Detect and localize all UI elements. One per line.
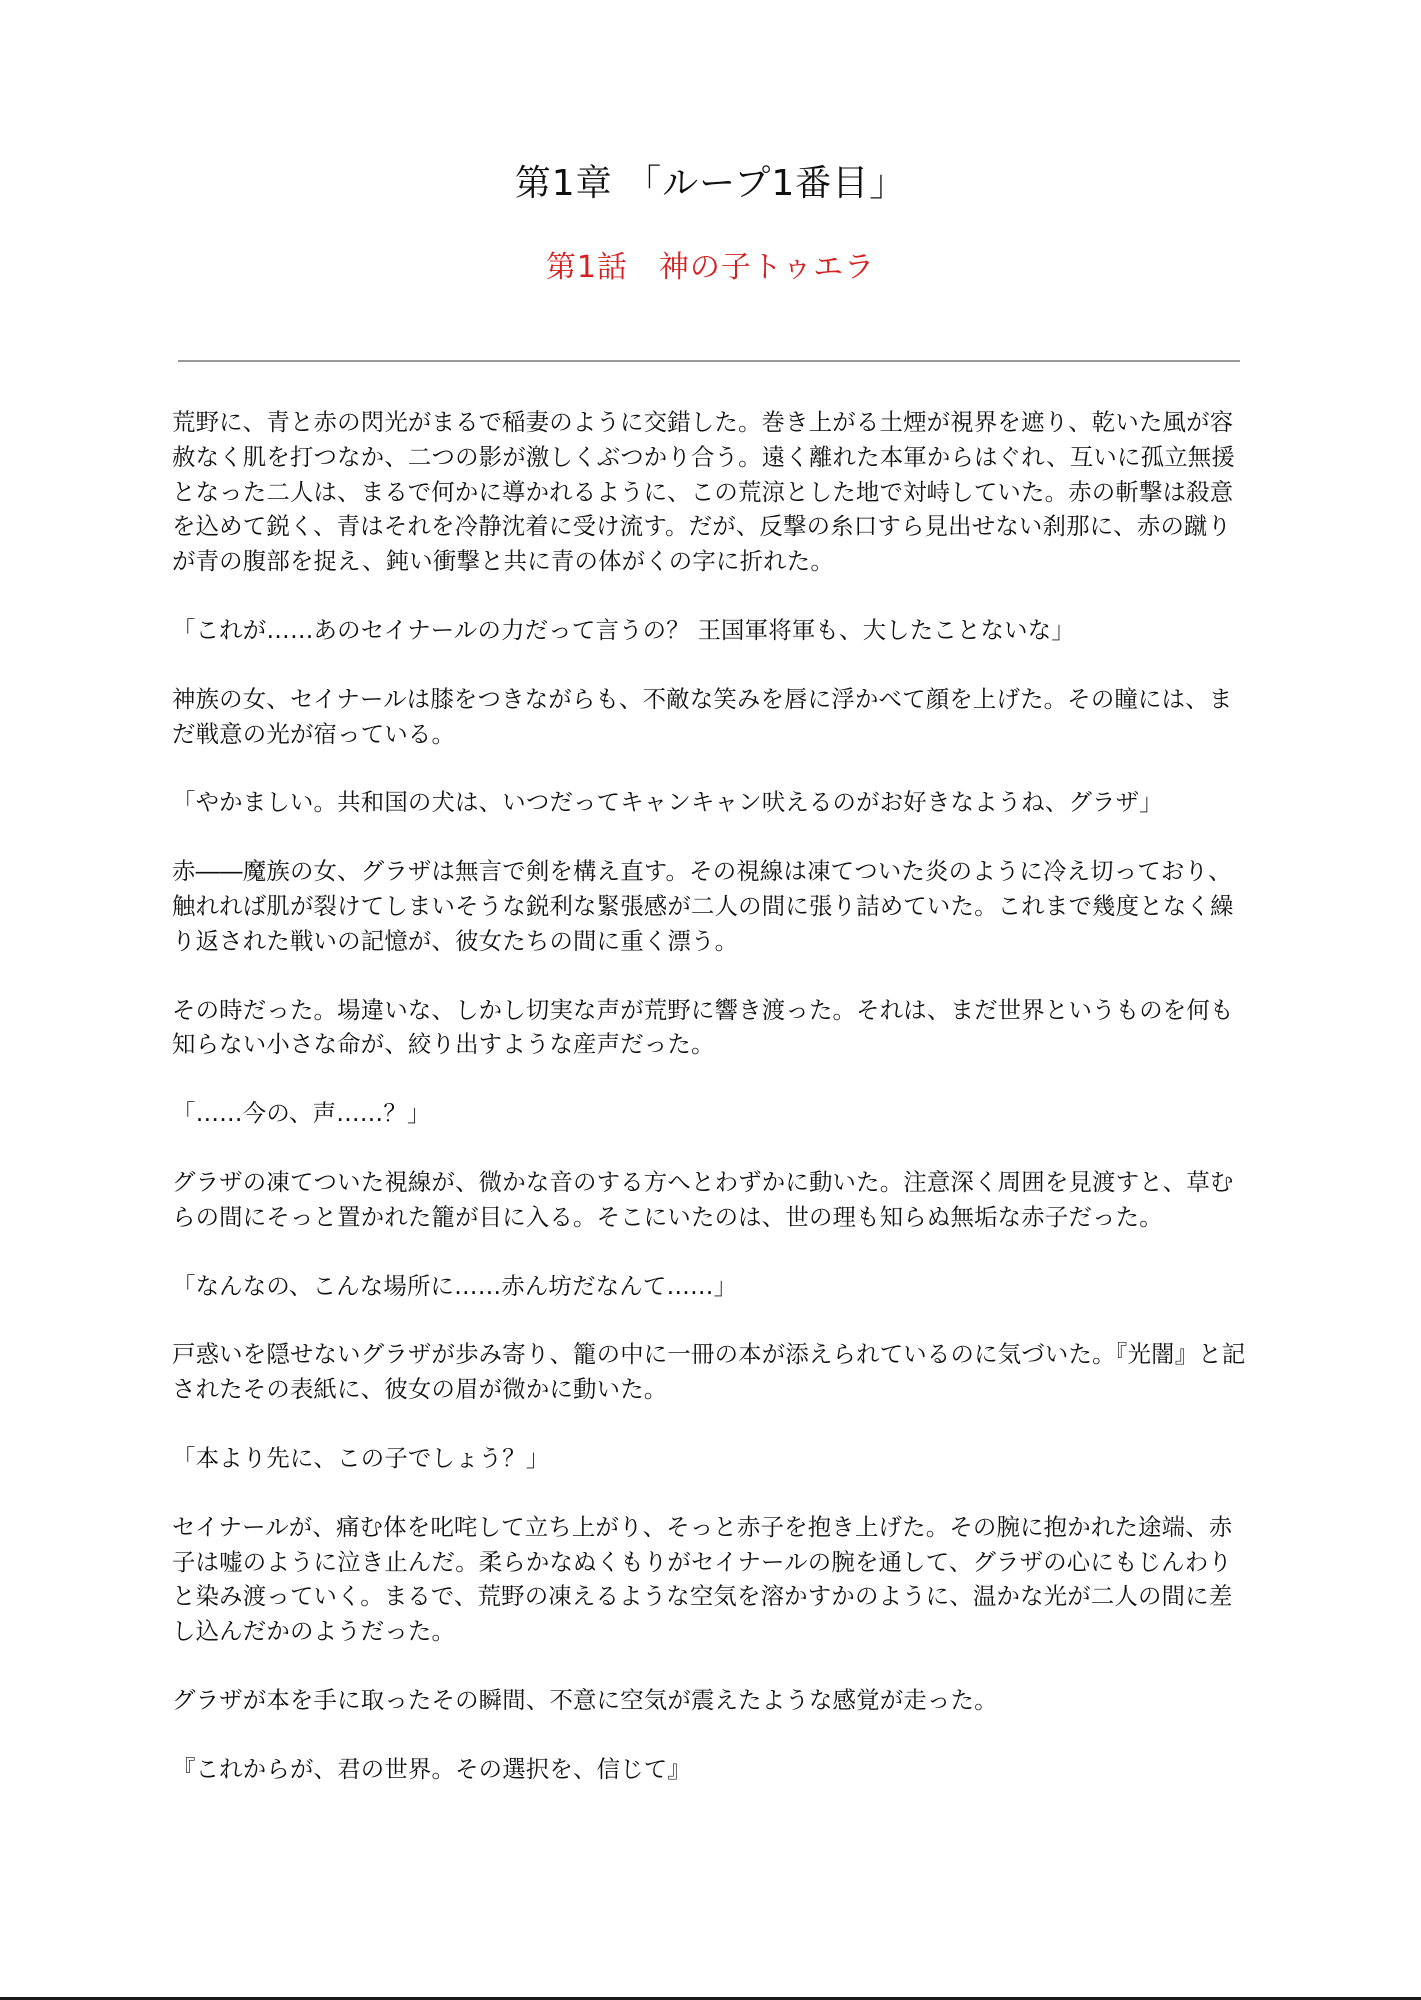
title-divider: [178, 360, 1240, 362]
paragraph-narration: 赤――魔族の女、グラザは無言で剣を構え直す。その視線は凍てついた炎のように冷え切っており、触れれば肌が裂けてしまいそうな鋭利な緊張感が二人の間に張り詰めていた。これまで幾度となく繰り返された戦いの記憶が、彼女たちの間に重く漂う。: [172, 857, 1234, 955]
paragraph-narration: 神族の女、セイナールは膝をつきながらも、不敵な笑みを唇に浮かべて顔を上げた。その瞳には、まだ戦意の光が宿っている。: [172, 684, 1233, 748]
paragraph-narration: グラザが本を手に取ったその瞬間、不意に空気が震えたような感覚が走った。: [172, 1685, 998, 1714]
paragraph-dialogue: 「本より先に、この子でしょう？」: [172, 1443, 550, 1472]
story-body: [172, 405, 1252, 1821]
paragraph-narration: 戸惑いを隠せないグラザが歩み寄り、籠の中に一冊の本が添えられているのに気づいた。『光闇』と記されたその表紙に、彼女の眉が微かに動いた。: [172, 1340, 1246, 1404]
paragraph-quote: 『これからが、君の世界。その選択を、信じて』: [172, 1754, 691, 1783]
paragraph-dialogue: 「……今の、声……？」: [172, 1099, 431, 1128]
episode-title: 第1話 神の子トゥエラ: [545, 250, 876, 285]
paragraph-narration: セイナールが、痛む体を叱咤して立ち上がり、そっと赤子を抱き上げた。その腕に抱かれた途端、赤子は嘘のように泣き止んだ。柔らかなぬくもりがセイナールの腕を通して、グラザの心にもじんわりと染み渡っていく。まるで、荒野の凍えるような空気を溶かすかのように、温かな光が二人の間に差し込んだかのようだった。: [172, 1512, 1233, 1646]
chapter-title: 第1章 「ループ1番目」: [514, 163, 907, 204]
paragraph-narration: グラザの凍てついた視線が、微かな音のする方へとわずかに動いた。注意深く周囲を見渡すと、草むらの間にそっと置かれた籠が目に入る。そこにいたのは、世の理も知らぬ無垢な赤子だった。: [172, 1167, 1234, 1231]
paragraph-dialogue: 「なんなの、こんな場所に……赤ん坊だなんて……」: [172, 1271, 738, 1300]
paragraph-narration: その時だった。場違いな、しかし切実な声が荒野に響き渡った。それは、まだ世界というものを何も知らない小さな命が、絞り出すような産声だった。: [172, 995, 1234, 1059]
paragraph-dialogue: 「やかましい。共和国の犬は、いつだってキャンキャン吠えるのがお好きなようね、グラザ」: [172, 788, 1163, 817]
paragraph-narration: 荒野に、青と赤の閃光がまるで稲妻のように交錯した。巻き上がる土煙が視界を遮り、乾いた風が容赦なく肌を打つなか、二つの影が激しくぶつかり合う。遠く離れた本軍からはぐれ、互いに孤立無援となった二人は、まるで何かに導かれるように、この荒涼とした地で対峙していた。赤の斬撃は殺意を込めて鋭く、青はそれを冷静沈着に受け流す。だが、反撃の糸口すら見出せない刹那に、赤の蹴りが青の腹部を捉え、鈍い衝撃と共に青の体がくの字に折れた。: [172, 408, 1235, 576]
paragraph-dialogue: 「これが……あのセイナールの力だって言うの？ 王国軍将軍も、大したことないな」: [172, 615, 1075, 644]
